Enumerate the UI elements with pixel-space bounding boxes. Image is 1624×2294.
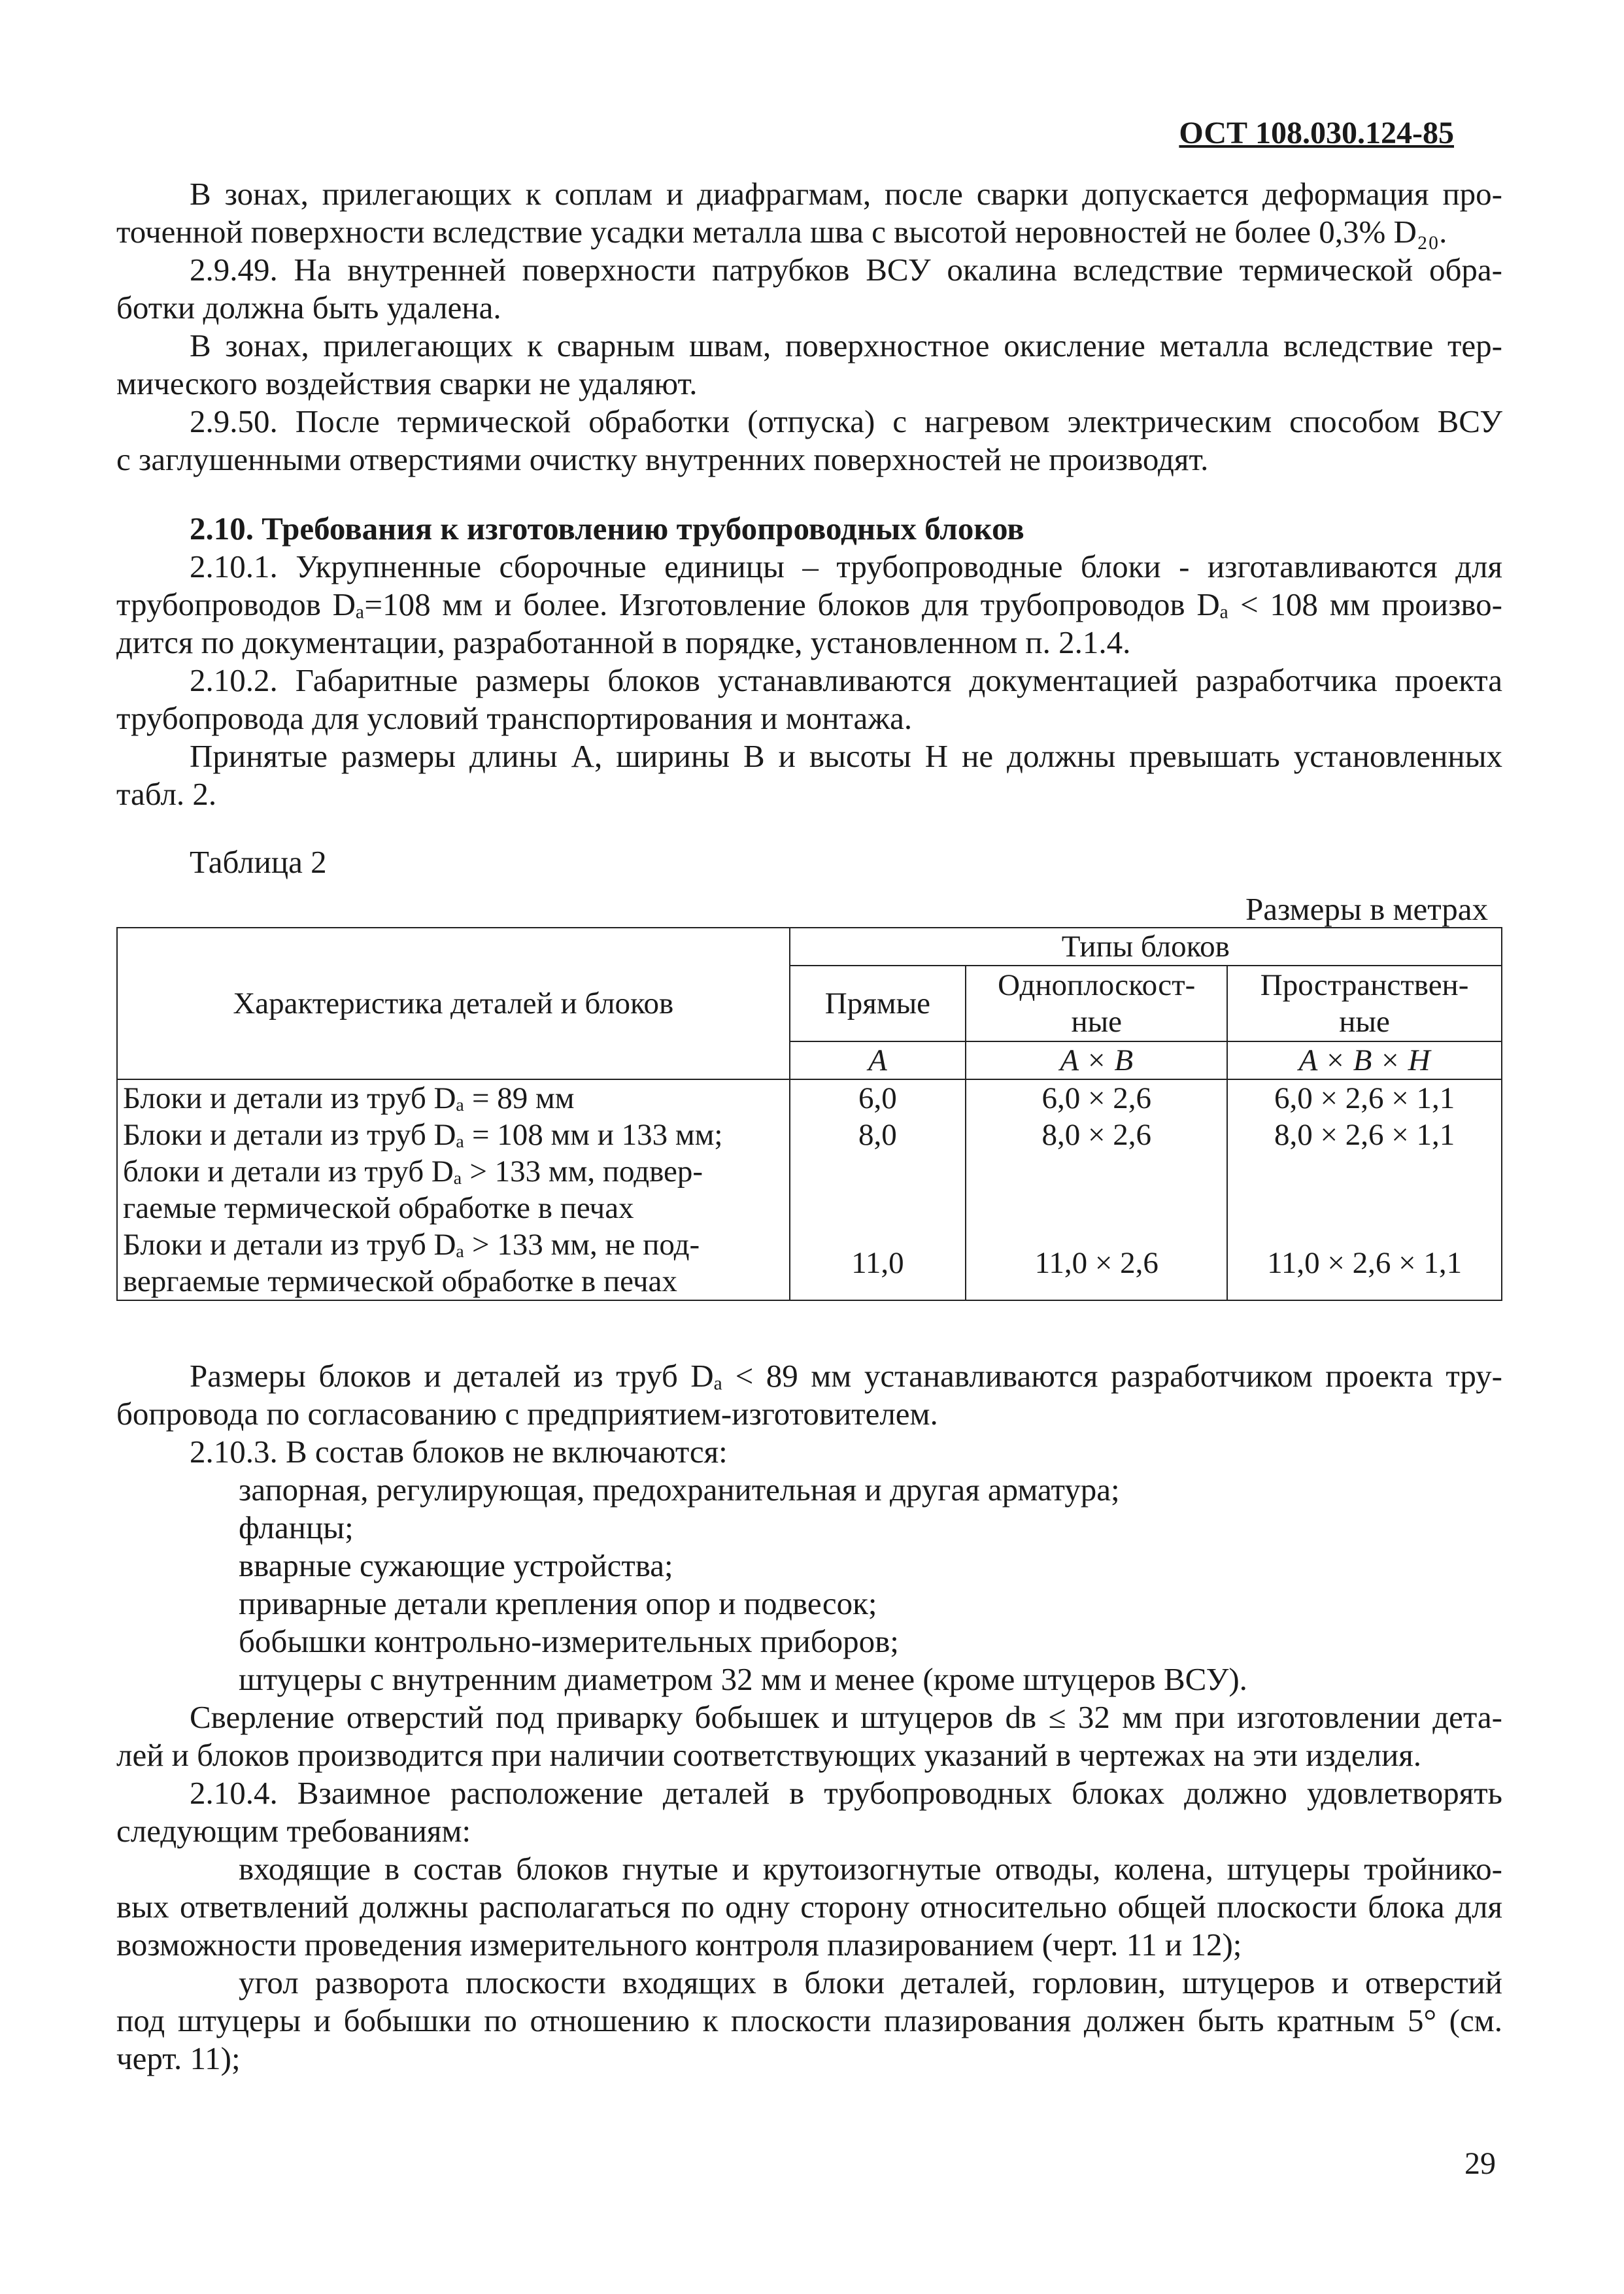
paragraph-line: лей и блоков производится при наличии соответствующих указаний в чертежах на эти изделия.: [116, 1737, 1422, 1773]
paragraph-line: 2.9.49. На внутренней поверхности патрубков ВСУ окалина вследствие термической обра-: [190, 252, 1502, 288]
list-item: приварные детали крепления опор и подвесок;: [239, 1585, 877, 1621]
paragraph-line: точенной поверхности вследствие усадки металла шва с высотой неровностей не более 0,3% D₂₀.: [116, 214, 1447, 250]
paragraph-line: с заглушенными отверстиями очистку внутренних поверхностей не производят.: [116, 441, 1209, 477]
cell-abh: 6,0 × 2,6 × 1,1: [1227, 1079, 1502, 1117]
cell-a: 6,0: [790, 1079, 966, 1117]
list-item: бобышки контрольно-измерительных приборов;: [239, 1623, 899, 1659]
paragraph-line: 2.10.4. Взаимное расположение деталей в трубопроводных блоках должно удовлетворять: [190, 1775, 1502, 1811]
paragraph-line: 2.10.3. В состав блоков не включаются:: [190, 1434, 728, 1470]
paragraph-line: бопровода по согласованию с предприятием-изготовителем.: [116, 1396, 938, 1432]
cell-a: 11,0: [790, 1226, 966, 1300]
header-characteristic: Характеристика деталей и блоков: [117, 928, 790, 1079]
paragraph-line: дится по документации, разработанной в порядке, установленном п. 2.1.4.: [116, 624, 1131, 660]
paragraph-line: входящие в состав блоков гнутые и крутоизогнутые отводы, колена, штуцеры тройнико-: [239, 1851, 1502, 1887]
table-units: Размеры в метрах: [1245, 891, 1488, 927]
paragraph-line: возможности проведения измерительного контроля плазированием (черт. 11 и 12);: [116, 1927, 1242, 1963]
paragraph-line: Сверление отверстий под приварку бобышек и штуцеров dв ≤ 32 мм при изготовлении дета-: [190, 1699, 1502, 1735]
paragraph-line: Принятые размеры длины A, ширины B и высоты H не должны превышать установленных: [190, 738, 1502, 774]
paragraph-line: под штуцеры и бобышки по отношению к плоскости плазирования должен быть кратным 5° (см.: [116, 2002, 1502, 2038]
paragraph-line: В зонах, прилегающих к сварным швам, поверхностное окисление металла вследствие тер-: [190, 328, 1502, 363]
document-code: ОСТ 108.030.124-85: [1179, 116, 1454, 150]
paragraph-line: ботки должна быть удалена.: [116, 290, 501, 326]
header-straight: Прямые: [790, 966, 966, 1041]
table-caption: Таблица 2: [190, 844, 327, 880]
section-title: 2.10. Требования к изготовлению трубопроводных блоков: [190, 511, 1024, 547]
paragraph-line: 2.10.1. Укрупненные сборочные единицы – трубопроводные блоки - изготавливаются для: [190, 548, 1502, 584]
list-item: фланцы;: [239, 1510, 354, 1545]
header-planar: Одноплоскост- ные: [966, 966, 1227, 1041]
list-item: штуцеры с внутренним диаметром 32 мм и менее (кроме штуцеров ВСУ).: [239, 1661, 1247, 1697]
table-row: [117, 1226, 1502, 1300]
row-characteristic: Блоки и детали из труб Dₐ = 89 мм: [117, 1079, 790, 1117]
paragraph-line: черт. 11);: [116, 2040, 241, 2076]
cell-ab: 6,0 × 2,6: [966, 1079, 1227, 1117]
cell-ab: 11,0 × 2,6: [966, 1226, 1227, 1300]
header-spatial: Пространствен- ные: [1227, 966, 1502, 1041]
cell-a: 8,0: [790, 1117, 966, 1226]
row-characteristic: Блоки и детали из труб Dₐ > 133 мм, не под- вергаемые термической обработке в печах: [117, 1226, 790, 1300]
paragraph-line: мического воздействия сварки не удаляют.: [116, 365, 698, 401]
page-number: 29: [1464, 2146, 1496, 2181]
paragraph-line: трубопроводов Dₐ=108 мм и более. Изготовление блоков для трубопроводов Dₐ < 108 мм произво-: [116, 586, 1502, 622]
paragraph-line: 2.9.50. После термической обработки (отпуска) с нагревом электрическим способом ВСУ: [190, 403, 1502, 439]
cell-ab: 8,0 × 2,6: [966, 1117, 1227, 1226]
paragraph-line: В зонах, прилегающих к соплам и диафрагмам, после сварки допускается деформация про-: [190, 176, 1502, 212]
paragraph-line: вых ответвлений должны располагаться по одну сторону относительно общей плоскости блока для: [116, 1889, 1502, 1925]
cell-abh: 11,0 × 2,6 × 1,1: [1227, 1226, 1502, 1300]
paragraph-line: угол разворота плоскости входящих в блоки деталей, горловин, штуцеров и отверстий: [239, 1965, 1502, 2000]
paragraph-line: следующим требованиям:: [116, 1813, 471, 1849]
table-row: [117, 1079, 1502, 1117]
dim-a: A: [790, 1041, 966, 1079]
header-block-types: Типы блоков: [790, 928, 1502, 966]
table-row: [117, 1117, 1502, 1226]
row-characteristic: Блоки и детали из труб Dₐ = 108 мм и 133 мм; блоки и детали из труб Dₐ > 133 мм, подвер- гаемые термической обработке в печах: [117, 1117, 790, 1226]
paragraph-line: Размеры блоков и деталей из труб Dₐ < 89 мм устанавливаются разработчиком проекта тру-: [190, 1358, 1502, 1394]
list-item: вварные сужающие устройства;: [239, 1547, 673, 1583]
dim-ab: A × B: [966, 1041, 1227, 1079]
dim-abh: A × B × H: [1227, 1041, 1502, 1079]
list-item: запорная, регулирующая, предохранительная и другая арматура;: [239, 1472, 1120, 1508]
table-2: [116, 927, 1502, 1301]
paragraph-line: табл. 2.: [116, 776, 217, 812]
cell-abh: 8,0 × 2,6 × 1,1: [1227, 1117, 1502, 1226]
paragraph-line: 2.10.2. Габаритные размеры блоков устанавливаются документацией разработчика проекта: [190, 662, 1502, 698]
paragraph-line: трубопровода для условий транспортирования и монтажа.: [116, 700, 913, 736]
